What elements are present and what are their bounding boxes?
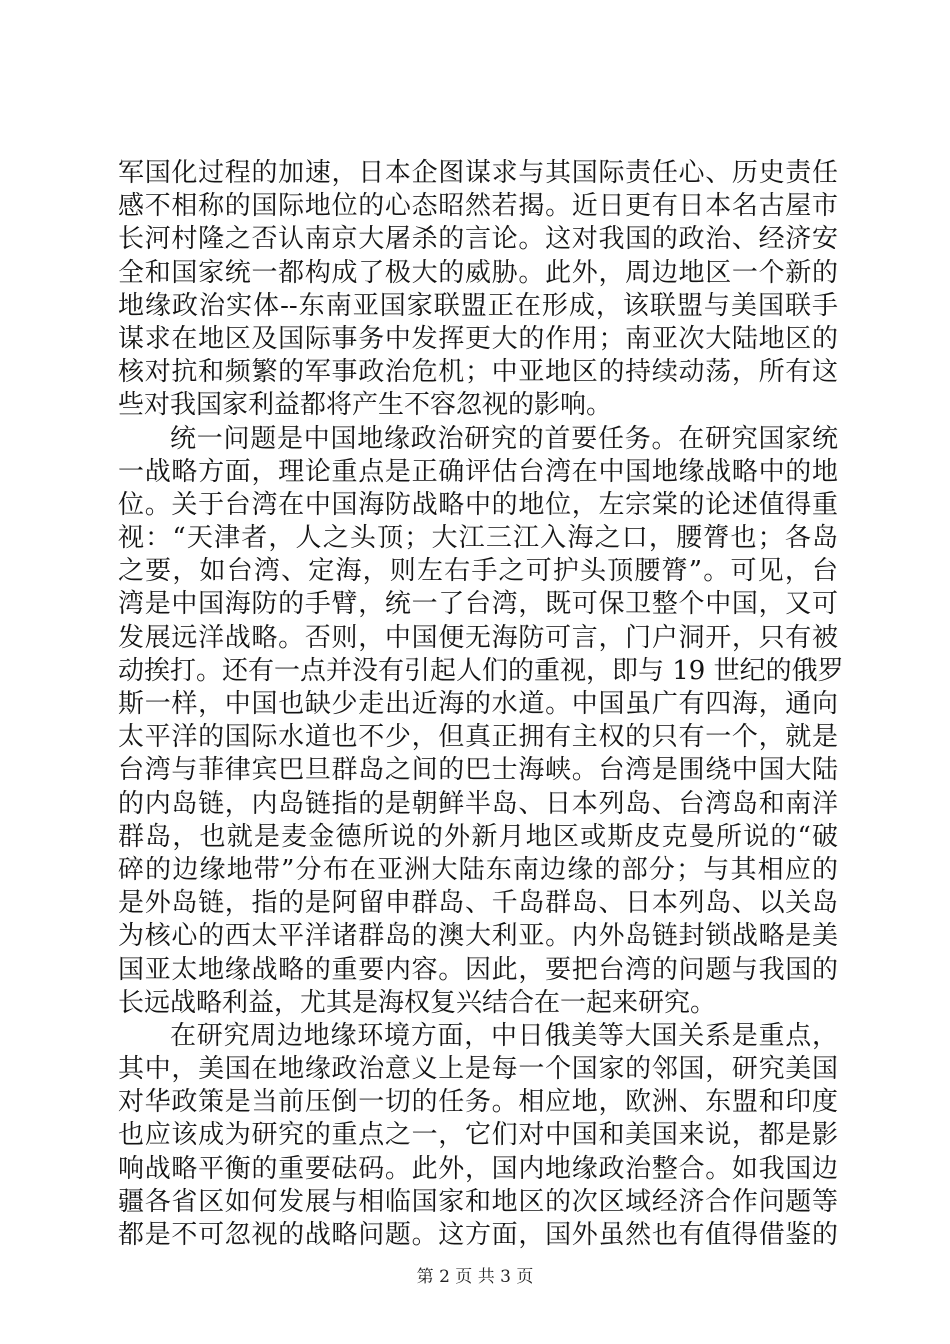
text-line: 地缘政治实体--东南亚国家联盟正在形成，该联盟与美国联手 [118,290,838,321]
text-line: 碎的边缘地带”分布在亚洲大陆东南边缘的部分；与其相应的 [118,854,838,885]
text-line: 长河村隆之否认南京大屠杀的言论。这对我国的政治、经济安 [118,224,838,255]
text-line: 些对我国家利益都将产生不容忽视的影响。 [118,390,613,421]
text-line: 是外岛链，指的是阿留申群岛、千岛群岛、日本列岛、以关岛 [118,888,838,919]
text-line: 疆各省区如何发展与相临国家和地区的次区域经济合作问题等 [118,1186,838,1217]
text-line: 太平洋的国际水道也不少，但真正拥有主权的只有一个，就是 [118,722,838,753]
text-line: 核对抗和频繁的军事政治危机；中亚地区的持续动荡，所有这 [118,357,838,388]
document-body [118,157,844,1252]
text-line: 台湾与菲律宾巴旦群岛之间的巴士海峡。台湾是围绕中国大陆 [118,755,838,786]
text-line: 谋求在地区及国际事务中发挥更大的作用；南亚次大陆地区的 [118,323,838,354]
text-line: 的内岛链，内岛链指的是朝鲜半岛、日本列岛、台湾岛和南洋 [118,788,838,819]
paragraph [118,157,838,423]
text-line: 为核心的西太平洋诸群岛的澳大利亚。内外岛链封锁战略是美 [118,921,838,952]
text-line: 统一问题是中国地缘政治研究的首要任务。在研究国家统 [170,423,838,454]
text-line: 动挨打。还有一点并没有引起人们的重视，即与 19 世纪的俄罗 [118,655,844,686]
text-line: 响战略平衡的重要砝码。此外，国内地缘政治整合。如我国边 [118,1153,838,1184]
text-line: 湾是中国海防的手臂，统一了台湾，既可保卫整个中国，又可 [118,589,838,620]
text-line: 感不相称的国际地位的心态昭然若揭。近日更有日本名古屋市 [118,191,838,222]
text-line: 群岛，也就是麦金德所说的外新月地区或斯皮克曼所说的“破 [118,821,838,852]
text-line: 在研究周边地缘环境方面，中日俄美等大国关系是重点， [170,1020,838,1051]
text-line: 视：“天津者，人之头顶；大江三江入海之口，腰膂也；各岛 [118,523,838,554]
text-line: 全和国家统一都构成了极大的威胁。此外，周边地区一个新的 [118,257,838,288]
text-line: 国亚太地缘战略的重要内容。因此，要把台湾的问题与我国的 [118,954,838,985]
text-line: 一战略方面，理论重点是正确评估台湾在中国地缘战略中的地 [118,456,838,487]
text-line: 对华政策是当前压倒一切的任务。相应地，欧洲、东盟和印度 [118,1087,838,1118]
paragraph [118,423,844,1020]
text-line: 军国化过程的加速，日本企图谋求与其国际责任心、历史责任 [118,158,838,188]
text-line: 都是不可忽视的战略问题。这方面，国外虽然也有值得借鉴的 [118,1220,838,1250]
text-line: 也应该成为研究的重点之一，它们对中国和美国来说，都是影 [118,1120,838,1151]
text-line: 长远战略利益，尤其是海权复兴结合在一起来研究。 [118,987,717,1018]
text-line: 其中，美国在地缘政治意义上是每一个国家的邻国，研究美国 [118,1054,838,1085]
text-line: 之要，如台湾、定海，则左右手之可护头顶腰膂”。可见，台 [118,556,838,587]
paragraph [118,1020,838,1252]
text-line: 发展远洋战略。否则，中国便无海防可言，门户洞开，只有被 [118,622,838,653]
page-footer: 第 2 页 共 3 页 [416,1267,534,1287]
text-line: 斯一样，中国也缺少走出近海的水道。中国虽广有四海，通向 [118,689,838,719]
text-line: 位。关于台湾在中国海防战略中的地位，左宗棠的论述值得重 [118,489,838,520]
